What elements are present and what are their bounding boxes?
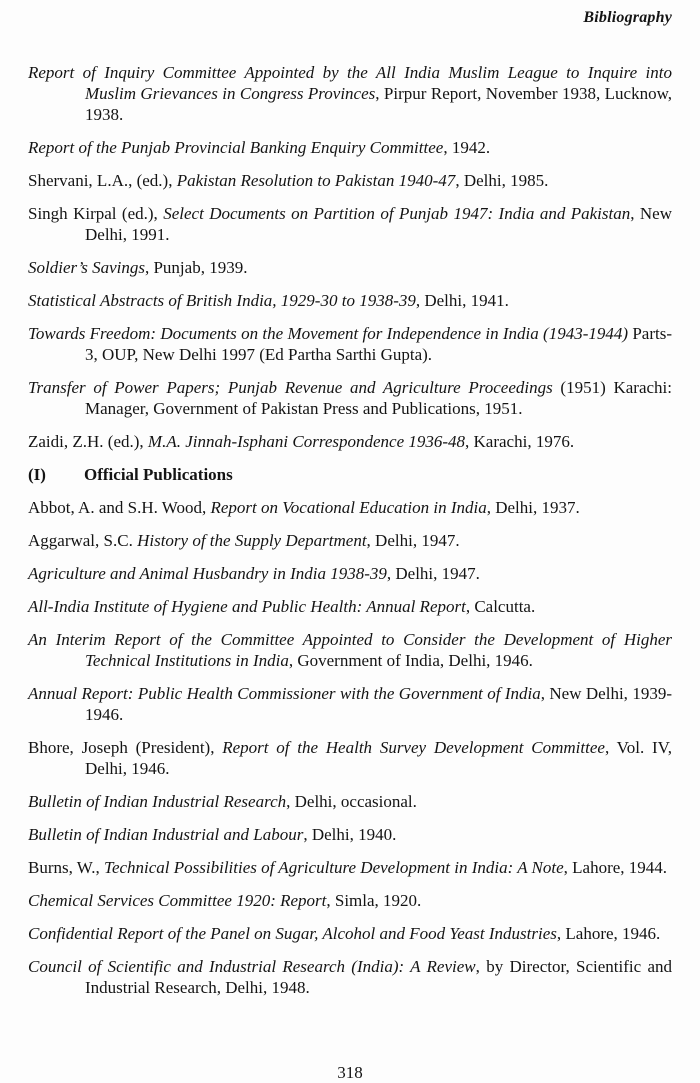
running-header: Bibliography [583, 9, 672, 26]
entry-detail-text: Burns, W., [28, 858, 105, 877]
entry-detail-text: (1951) Karachi: Manager, Government of Pakistan Press and Publications, 1951. [85, 378, 672, 418]
entry-detail-text: , by Director, Scientific and Industrial Research, Delhi, 1948. [85, 957, 672, 997]
entry-detail-text: Abbot, A. and S.H. Wood, [28, 498, 211, 517]
section-heading-label: Official Publications [84, 465, 233, 484]
entry-detail-text: Bhore, Joseph (President), [28, 738, 223, 757]
entry-title-text: Bulletin of Indian Industrial and Labour [28, 825, 304, 844]
bibliography-entry [28, 737, 672, 779]
entry-title-text: Soldier’s Savings [28, 258, 145, 277]
entry-detail-text: Zaidi, Z.H. (ed.), [28, 432, 148, 451]
entry-title-text: Statistical Abstracts of British India, 1929-30 to 1938-39 [28, 291, 416, 310]
entry-detail-text: , Simla, 1920. [326, 891, 422, 910]
bibliography-entry [28, 257, 672, 278]
entry-detail-text: , Delhi, 1941. [415, 291, 509, 310]
entry-detail-text: , Delhi, occasional. [286, 792, 417, 811]
entry-title-text: Council of Scientific and Industrial Research (India): A Review [28, 957, 476, 976]
bibliography-entry [28, 137, 672, 158]
entry-detail-text: , Government of India, Delhi, 1946. [288, 651, 533, 670]
bibliography-entry [28, 563, 672, 584]
entry-title-text: Report of Inquiry Committee Appointed by the All India Muslim League to Inquire into Muslim Grievances in Congress Provinces [28, 63, 672, 103]
entry-detail-text: , Pirpur Report, November 1938, Lucknow, 1938. [85, 84, 672, 124]
entry-detail-text: , Karachi, 1976. [465, 432, 575, 451]
bibliography-entry [28, 629, 672, 671]
bibliography-entry [28, 323, 672, 365]
bibliography-entry [28, 170, 672, 191]
entry-title-text: M.A. Jinnah-Isphani Correspondence 1936-48 [147, 432, 466, 451]
entry-detail-text: , Lahore, 1946. [556, 924, 661, 943]
bibliography-entry [28, 377, 672, 419]
entry-title-text: Select Documents on Partition of Punjab 1947: India and Pakistan [163, 204, 631, 223]
entry-detail-text: Aggarwal, S.C. [28, 531, 138, 550]
entry-detail-text: , Delhi, 1937. [486, 498, 580, 517]
entry-detail-text: , Punjab, 1939. [144, 258, 248, 277]
section-heading-number: (I) [28, 465, 46, 484]
bibliography-entry [28, 791, 672, 812]
bibliography-entry [28, 290, 672, 311]
entry-title-text: Confidential Report of the Panel on Sugar, Alcohol and Food Yeast Industries [28, 924, 557, 943]
bibliography-entry [28, 596, 672, 617]
entry-detail-text: , Delhi, 1947. [386, 564, 480, 583]
entry-title-text: All-India Institute of Hygiene and Public Health: Annual Report [28, 597, 466, 616]
bibliography-entry [28, 62, 672, 125]
bibliography-entry [28, 824, 672, 845]
entry-detail-text: , Delhi, 1947. [366, 531, 460, 550]
entry-detail-text: , Calcutta. [465, 597, 536, 616]
bibliography-entry [28, 683, 672, 725]
entry-title-text: Towards Freedom: Documents on the Movement for Independence in India (1943-1944) [28, 324, 633, 343]
bibliography-entry [28, 857, 672, 878]
bibliography-entry [28, 956, 672, 998]
entry-detail-text: , Vol. IV, Delhi, 1946. [85, 738, 672, 778]
entry-detail-text: , Delhi, 1940. [303, 825, 397, 844]
entry-detail-text: , 1942. [443, 138, 491, 157]
bibliography-entry [28, 890, 672, 911]
entry-title-text: History of the Supply Department [137, 531, 367, 550]
bibliography-entry [28, 530, 672, 551]
page-number: 318 [337, 1063, 363, 1082]
entry-detail-text: , New Delhi, 1991. [85, 204, 672, 244]
bibliography-entry [28, 203, 672, 245]
bibliography-entry [28, 497, 672, 518]
entry-detail-text: , Lahore, 1944. [563, 858, 668, 877]
bibliography-entry [28, 431, 672, 452]
entry-title-text: Report of the Health Survey Development Committee [222, 738, 605, 757]
entry-title-text: Report on Vocational Education in India [210, 498, 487, 517]
entry-title-text: Report of the Punjab Provincial Banking Enquiry Committee [28, 138, 444, 157]
entry-title-text: Technical Possibilities of Agriculture Development in India: A Note [104, 858, 564, 877]
entry-title-text: Bulletin of Indian Industrial Research [28, 792, 287, 811]
entry-title-text: Pakistan Resolution to Pakistan 1940-47 [176, 171, 456, 190]
section-heading [28, 464, 672, 485]
entry-detail-text: Shervani, L.A., (ed.), [28, 171, 177, 190]
entry-detail-text: Singh Kirpal (ed.), [28, 204, 164, 223]
entry-title-text: Agriculture and Animal Husbandry in India 1938-39 [28, 564, 387, 583]
entry-title-text: Chemical Services Committee 1920: Report [28, 891, 327, 910]
entry-title-text: An Interim Report of the Committee Appointed to Consider the Development of Higher Technical Institutions in India [28, 630, 672, 670]
bibliography-list [28, 62, 672, 998]
entry-detail-text: , Delhi, 1985. [455, 171, 549, 190]
entry-detail-text: Parts-3, OUP, New Delhi 1997 (Ed Partha Sarthi Gupta). [85, 324, 672, 364]
bibliography-entry [28, 923, 672, 944]
entry-title-text: Transfer of Power Papers; Punjab Revenue and Agriculture Proceedings [28, 378, 553, 397]
entry-title-text: Annual Report: Public Health Commissioner with the Government of India [28, 684, 541, 703]
entry-detail-text: , New Delhi, 1939-1946. [85, 684, 672, 724]
